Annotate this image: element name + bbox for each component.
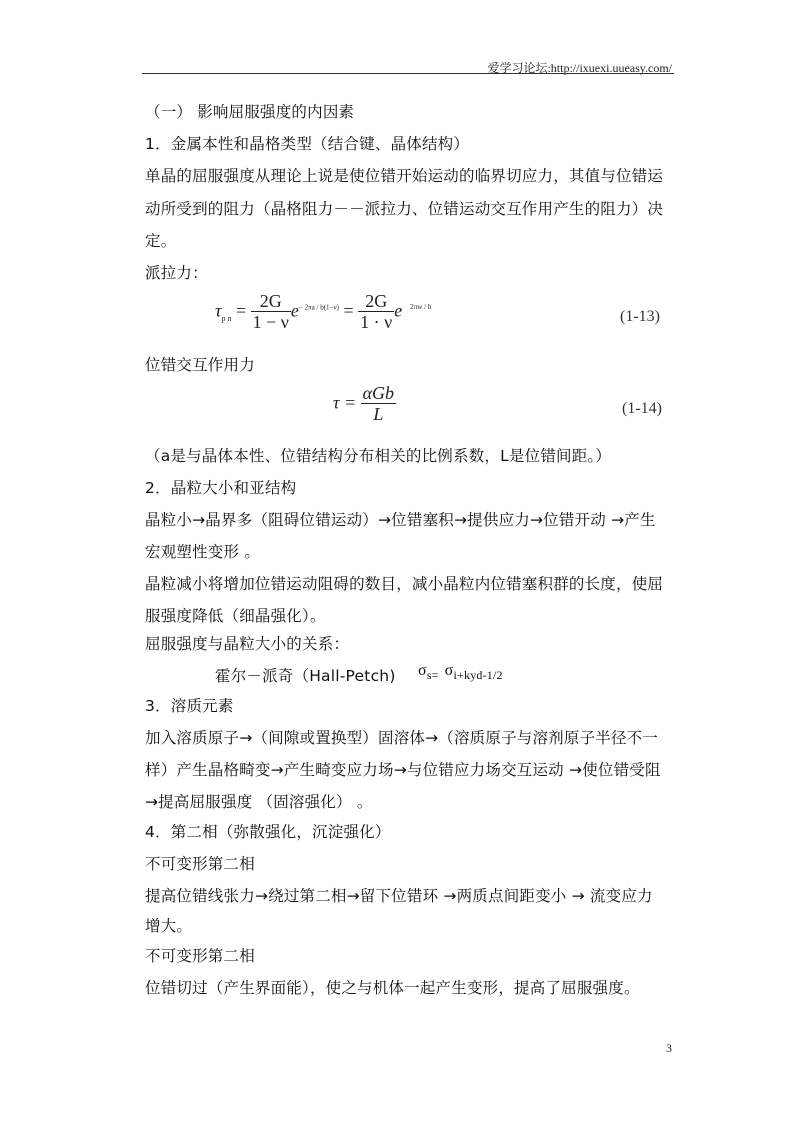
formula-peierls: $\tau_{p n}$ = $\frac{2G}{1 - \nu}$ $e^{- 2\pi a / b(1-\nu)}$ = $\frac{2G}{1 \cdot \nu}$ e $^{2\pi w / b}$ [215,291,432,332]
sigma-subscript: s= [426,668,439,683]
hall-petch-rest: i+kyd-1/2 [453,668,503,683]
formula-lhs: τ = [333,392,357,413]
equation-number: (1-14) [622,400,662,417]
formula-numerator: 2G [358,292,394,312]
formula-denominator: 1 − ν [252,311,289,332]
paragraph-line: 样）产生晶格畸变→产生畸变应力场→与位错应力场交互运动 →使位错受阻 [145,761,661,779]
subheading-solute: 3．溶质元素 [145,697,234,715]
label-dislocation-interaction: 位错交互作用力 [145,356,255,374]
paragraph-line: 不可变形第二相 [145,947,255,965]
paragraph-line: 加入溶质原子→（间隙或置换型）固溶体→（溶质原子与溶剂原子半径不一 [145,729,659,747]
formula-lhs: τ [215,300,222,321]
paragraph-line: 增大。 [145,917,193,935]
paragraph-line: 不可变形第二相 [145,855,255,873]
header-rule [142,73,674,74]
subheading-second-phase: 4．第二相（弥散强化，沉淀强化） [145,823,391,841]
paragraph-line: →提高屈服强度 （固溶强化） 。 [145,793,373,811]
hall-petch-equation [418,662,503,683]
page-number: 3 [666,1041,672,1055]
formula-denominator: L [373,403,384,424]
subheading-metal-nature: 1．金属本性和晶格类型（结合键、晶体结构） [145,135,470,153]
paragraph-line: 单晶的屈服强度从理论上说是使位错开始运动的临界切应力，其值与位错运 [145,167,664,185]
subheading-grain-size: 2．晶粒大小和亚结构 [145,479,297,497]
formula-numerator: αGb [362,383,395,403]
paragraph-line: 提高位错线张力→绕过第二相→留下位错环 →两质点间距变小 → 流变应力 [145,887,653,905]
sigma-symbol: σ [444,662,454,679]
formula-lhs-subscript: p n [221,314,232,324]
formula-exponent: 2πw / b [410,303,432,312]
paragraph-line: 晶粒小→晶界多（阻碍位错运动）→位错塞积→提供应力→位错开动 →产生 [145,511,656,529]
formula-numerator: 2G [251,292,291,312]
paragraph-line: 定。 [145,232,177,250]
paragraph-line: 晶粒减小将增加位错运动阻碍的数目，减小晶粒内位错塞积群的长度，使屈 [145,575,664,593]
paragraph-line: 宏观塑性变形 。 [145,543,261,561]
paragraph-line: 位错切过（产生界面能），使之与机体一起产生变形，提高了屈服强度。 [145,979,640,997]
formula-interaction [333,384,396,425]
paragraph-line: 动所受到的阻力（晶格阻力－－派拉力、位错运动交互作用产生的阻力）决 [145,200,664,218]
hall-petch-name: 霍尔－派奇（Hall-Petch) [215,667,396,685]
formula-exponent: − 2πa / b(1−ν) [298,303,339,312]
formula-denominator: 1 · ν [360,311,393,332]
paragraph-line: 服强度降低（细晶强化）。 [145,607,326,625]
section-heading: （一） 影响屈服强度的内因素 [145,103,355,121]
equation-number: (1-13) [620,308,660,325]
paragraph-line: （a是与晶体本性、位错结构分布相关的比例系数，L是位错间距。） [145,447,612,465]
sigma-symbol: σ [418,662,427,679]
label-peierls-force: 派拉力： [145,264,208,282]
paragraph-line: 屈服强度与晶粒大小的关系： [145,635,350,653]
header-text: 爱学习论坛:http://ixuexi.uueasy.com/ [487,61,672,75]
